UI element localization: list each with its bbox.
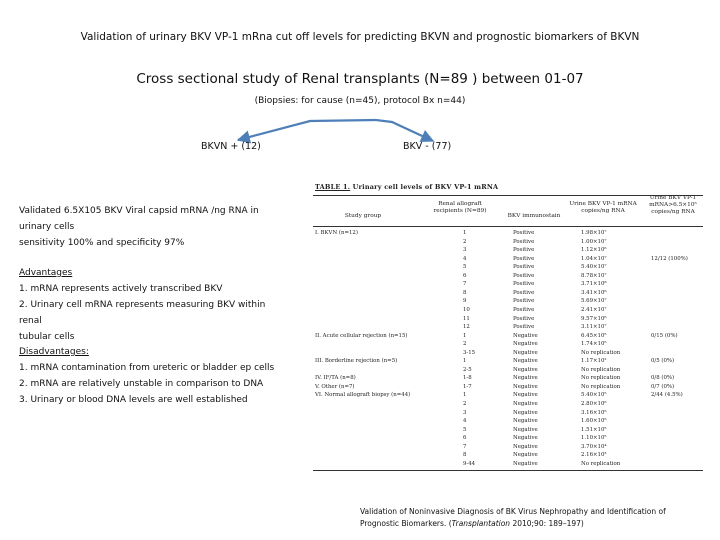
table-caption-text: Urinary cell levels of BKV VP-1 mRNA (352, 183, 499, 191)
cell-copies: 1.98×10⁷ (581, 230, 607, 236)
cell-n: 5 (463, 426, 467, 433)
cell-stain: Positive (513, 272, 535, 279)
cell-n: 5 (463, 264, 467, 271)
cell-copies: 3.11×10⁷ (581, 324, 607, 331)
cell-group: II. Acute cellular rejection (n=15) (315, 332, 408, 339)
cell-n: 8 (463, 452, 467, 459)
cell-n: 2 (463, 341, 467, 348)
cell-stain: Positive (513, 298, 535, 305)
cell-copies: 2.16×10³ (581, 452, 607, 459)
cell-stain: Positive (513, 255, 535, 262)
table-row (313, 460, 703, 468)
citation-line: Validation of Noninvasive Diagnosis of BK Virus Nephropathy and Identification of (360, 507, 666, 516)
citation-suffix: 2010;90: 189–197) (510, 519, 584, 528)
table-row (313, 280, 703, 288)
disadvantage-item: 3. Urinary or blood DNA levels are well established (19, 395, 248, 405)
cell-copies: 6.45×10⁵ (581, 332, 607, 339)
cell-copies: 3.41×10⁶ (581, 289, 607, 296)
cell-stain: Negative (513, 426, 538, 433)
cell-stain: Negative (513, 435, 538, 442)
table-row (313, 272, 703, 280)
disadvantage-item: 2. mRNA are relatively unstable in comparison to DNA (19, 379, 264, 389)
advantages-heading: Advantages (19, 268, 73, 278)
table-row (313, 426, 703, 434)
bkvn-positive-label: BKVN + (12) (201, 141, 261, 152)
cell-n: 1-7 (463, 383, 472, 390)
cell-stain: Negative (513, 366, 538, 373)
cell-n: 9 (463, 298, 467, 305)
header-recipients: Renal allograft recipients (N=89) (433, 201, 487, 214)
table-row (313, 400, 703, 408)
cell-copies: 5.69×10⁷ (581, 298, 607, 305)
cell-stain: Negative (513, 392, 538, 399)
table-row (313, 391, 703, 399)
table-row (313, 366, 703, 374)
cell-n: 10 (463, 306, 470, 313)
cell-stain: Negative (513, 418, 538, 425)
table-row (313, 238, 703, 246)
table-caption-label: TABLE 1. (315, 183, 351, 191)
cell-copies: 8.78×10⁷ (581, 272, 607, 279)
cell-group: IV. IF/TA (n=8) (315, 375, 356, 382)
cell-stain: Negative (513, 349, 538, 356)
cell-copies: 5.40×10⁵ (581, 392, 607, 399)
table-row (313, 306, 703, 314)
table-rule-bottom (313, 470, 703, 471)
validated-line: urinary cells (19, 222, 75, 232)
cell-stain: Positive (513, 264, 535, 271)
table-row (313, 409, 703, 417)
cell-stain: Positive (513, 324, 535, 331)
cell-stain: Negative (513, 401, 538, 407)
validated-line: Validated 6.5X105 BKV Viral capsid mRNA /ng RNA in (19, 206, 259, 216)
header-cutoff: Urine BKV VP-1 mRNA>6.5×10⁵ copies/ng RNA (649, 195, 697, 215)
table-row (313, 383, 703, 391)
cell-n: 6 (463, 435, 467, 442)
table-row (313, 451, 703, 459)
table-row (313, 417, 703, 425)
cell-copies: 3.16×10⁵ (581, 409, 607, 416)
study-subtitle: Cross sectional study of Renal transplants (N=89 ) between 01-07 (136, 71, 584, 87)
table-row (313, 349, 703, 357)
cell-n: 4 (463, 418, 467, 425)
cell-pct: 0/7 (0%) (651, 383, 675, 390)
cell-n: 1 (463, 358, 467, 365)
table-row (313, 340, 703, 348)
disadvantages-block (19, 344, 289, 408)
cell-copies: 1.74×10⁵ (581, 341, 607, 348)
cell-stain: Positive (513, 315, 535, 322)
cell-copies: No replication (581, 460, 621, 467)
cell-copies: 1.17×10² (581, 358, 607, 365)
validated-block (19, 203, 289, 251)
slide-title: Validation of urinary BKV VP-1 mRna cut off levels for predicting BKVN and prognostic biomarkers of BKVN (80, 31, 640, 43)
table-row (313, 229, 703, 237)
cell-copies: 1.10×10⁵ (581, 435, 607, 442)
cell-stain: Negative (513, 375, 538, 382)
disadvantages-heading: Disadvantages: (19, 347, 89, 357)
cell-pct: 2/44 (4.5%) (651, 392, 683, 399)
table-row (313, 434, 703, 442)
cell-copies: No replication (581, 375, 621, 382)
cell-n: 12 (463, 324, 470, 331)
cell-copies: 1.51×10⁵ (581, 426, 607, 433)
cell-pct: 0/8 (0%) (651, 375, 675, 382)
table-row (313, 332, 703, 340)
validated-line: sensitivity 100% and specificity 97% (19, 238, 185, 248)
table-row (313, 443, 703, 451)
cell-copies: 1.12×10⁶ (581, 247, 607, 254)
cell-pct: 0/15 (0%) (651, 332, 678, 339)
cell-stain: Positive (513, 306, 535, 313)
cell-n: 1 (463, 230, 467, 236)
header-mrna: Urine BKV VP-1 mRNA copies/ng RNA (569, 201, 637, 214)
table-caption (315, 183, 498, 191)
cell-stain: Negative (513, 460, 538, 467)
cell-n: 3 (463, 247, 467, 254)
cell-stain: Positive (513, 247, 535, 254)
cell-n: 1 (463, 332, 467, 339)
bkv-negative-label: BKV - (77) (403, 141, 452, 152)
cell-stain: Negative (513, 409, 538, 416)
citation-prefix: Prognostic Biomarkers. ( (360, 519, 452, 528)
table-row (313, 315, 703, 323)
table-row (313, 255, 703, 263)
table-row (313, 263, 703, 271)
urinary-levels-table (313, 183, 703, 473)
cell-n: 6 (463, 272, 467, 279)
cell-stain: Positive (513, 238, 535, 245)
advantages-block (19, 265, 289, 345)
cell-stain: Negative (513, 383, 538, 390)
cell-copies: 1.04×10⁷ (581, 255, 607, 262)
cell-n: 9-44 (463, 460, 476, 467)
table-row (313, 297, 703, 305)
cell-n: 7 (463, 443, 467, 450)
header-immunostain: BKV immunostain (507, 213, 561, 219)
cell-stain: Positive (513, 281, 535, 288)
cell-n: 1 (463, 392, 467, 399)
advantage-item: 2. Urinary cell mRNA represents measuring BKV within renal (19, 300, 266, 326)
cell-n: 2 (463, 401, 467, 407)
cell-n: 4 (463, 255, 467, 262)
cell-n: 7 (463, 281, 467, 288)
citation-line (360, 518, 690, 530)
table-row (313, 357, 703, 365)
arrow-right (376, 120, 433, 141)
citation-journal: Transplantation (451, 519, 511, 528)
cell-stain: Negative (513, 443, 538, 450)
cell-copies: No replication (581, 366, 621, 373)
cell-copies: 9.57×10⁶ (581, 315, 607, 322)
cell-n: 3 (463, 409, 467, 416)
table-row (313, 289, 703, 297)
cell-copies: 3.70×10⁴ (581, 443, 607, 450)
cell-pct: 12/12 (100%) (651, 255, 688, 262)
arrow-left (238, 120, 376, 140)
disadvantage-item: 1. mRNA contamination from ureteric or bladder ep cells (19, 363, 275, 373)
table-rule-header (313, 226, 703, 227)
table-row (313, 374, 703, 382)
cell-stain: Negative (513, 341, 538, 348)
cell-copies: No replication (581, 349, 621, 356)
cell-pct: 0/5 (0%) (651, 358, 675, 365)
cell-copies: 1.60×10⁵ (581, 418, 607, 425)
cell-stain: Positive (513, 289, 535, 296)
cell-n: 1-8 (463, 375, 472, 382)
cell-n: 3-15 (463, 349, 476, 356)
cell-copies: 3.71×10⁸ (581, 281, 607, 288)
biopsies-note: (Biopsies: for cause (n=45), protocol Bx n=44) (254, 96, 466, 106)
cell-copies: 2.80×10⁶ (581, 401, 607, 407)
cell-n: 2-5 (463, 366, 472, 373)
cell-group: V. Other (n=7) (315, 383, 355, 390)
cell-stain: Negative (513, 332, 538, 339)
cell-copies: 2.41×10⁷ (581, 306, 607, 313)
cell-copies: 1.00×10⁷ (581, 238, 607, 245)
advantage-item: tubular cells (19, 332, 75, 342)
cell-stain: Positive (513, 230, 535, 236)
cell-group: VI. Normal allograft biopsy (n=44) (315, 392, 411, 399)
table-row (313, 246, 703, 254)
citation (360, 506, 690, 530)
header-study-group: Study group (344, 213, 382, 219)
table-row (313, 323, 703, 331)
cell-n: 8 (463, 289, 467, 296)
cell-n: 2 (463, 238, 467, 245)
cell-copies: 5.40×10⁷ (581, 264, 607, 271)
cell-stain: Negative (513, 452, 538, 459)
advantage-item: 1. mRNA represents actively transcribed BKV (19, 284, 223, 294)
cell-copies: No replication (581, 383, 621, 390)
cell-group: I. BKVN (n=12) (315, 230, 358, 236)
cell-group: III. Borderline rejection (n=5) (315, 358, 398, 365)
cell-stain: Negative (513, 358, 538, 365)
cell-n: 11 (463, 315, 470, 322)
